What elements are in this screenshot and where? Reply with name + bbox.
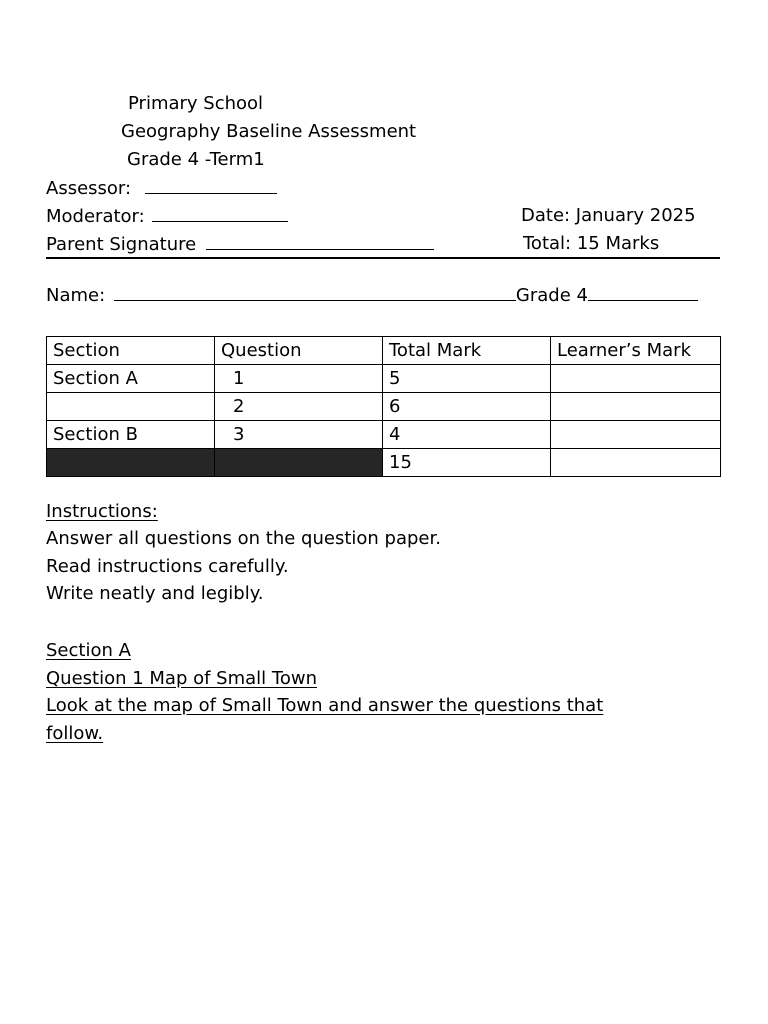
assessor-label: Assessor: (46, 178, 132, 199)
cell-question: 3 (215, 421, 383, 449)
cell-shaded (215, 449, 383, 477)
question-1-prompt: Look at the map of Small Town and answer the questions that (46, 695, 604, 716)
assessment-title: Geography Baseline Assessment (121, 121, 417, 142)
cell-learners-mark[interactable] (551, 421, 721, 449)
header-section: Section (47, 337, 215, 365)
instruction-item: Write neatly and legibly. (46, 583, 264, 604)
name-blank[interactable] (114, 283, 516, 301)
date-text: Date: January 2025 (521, 205, 696, 226)
cell-total-mark: 6 (383, 393, 551, 421)
cell-question: 2 (215, 393, 383, 421)
moderator-label: Moderator: (46, 206, 145, 227)
moderator-blank[interactable] (152, 204, 288, 222)
cell-total-sum: 15 (383, 449, 551, 477)
cell-section: Section B (47, 421, 215, 449)
cell-total-mark: 4 (383, 421, 551, 449)
name-label: Name: (46, 285, 106, 306)
header-learners-mark: Learner’s Mark (551, 337, 721, 365)
cell-total-mark: 5 (383, 365, 551, 393)
assessor-field (46, 176, 277, 201)
table-row (47, 393, 721, 421)
header-question: Question (215, 337, 383, 365)
cell-section: Section A (47, 365, 215, 393)
cell-learners-total[interactable] (551, 449, 721, 477)
assessor-blank[interactable] (145, 176, 277, 194)
cell-shaded (47, 449, 215, 477)
section-a-title: Section A (46, 640, 131, 661)
parent-signature-blank[interactable] (206, 232, 434, 250)
instructions-title: Instructions: (46, 501, 158, 522)
moderator-field (46, 204, 288, 229)
instruction-item: Answer all questions on the question paper. (46, 528, 441, 549)
question-1-prompt-continued: follow. (46, 723, 104, 744)
header-divider (46, 257, 720, 259)
question-1-title: Question 1 Map of Small Town (46, 668, 317, 689)
name-field (46, 283, 698, 308)
school-name: Primary School (128, 93, 264, 114)
instruction-item: Read instructions carefully. (46, 556, 289, 577)
parent-signature-label: Parent Signature (46, 234, 197, 255)
marks-table (46, 336, 721, 477)
cell-question: 1 (215, 365, 383, 393)
table-header-row (47, 337, 721, 365)
grade-blank[interactable] (588, 283, 698, 301)
table-total-row (47, 449, 721, 477)
table-row (47, 365, 721, 393)
cell-learners-mark[interactable] (551, 365, 721, 393)
grade-term: Grade 4 -Term1 (127, 149, 265, 170)
cell-learners-mark[interactable] (551, 393, 721, 421)
header-total-mark: Total Mark (383, 337, 551, 365)
total-marks-text: Total: 15 Marks (523, 233, 660, 254)
parent-signature-field (46, 232, 434, 257)
grade-label: Grade 4 (515, 285, 588, 306)
table-row (47, 421, 721, 449)
cell-section (47, 393, 215, 421)
